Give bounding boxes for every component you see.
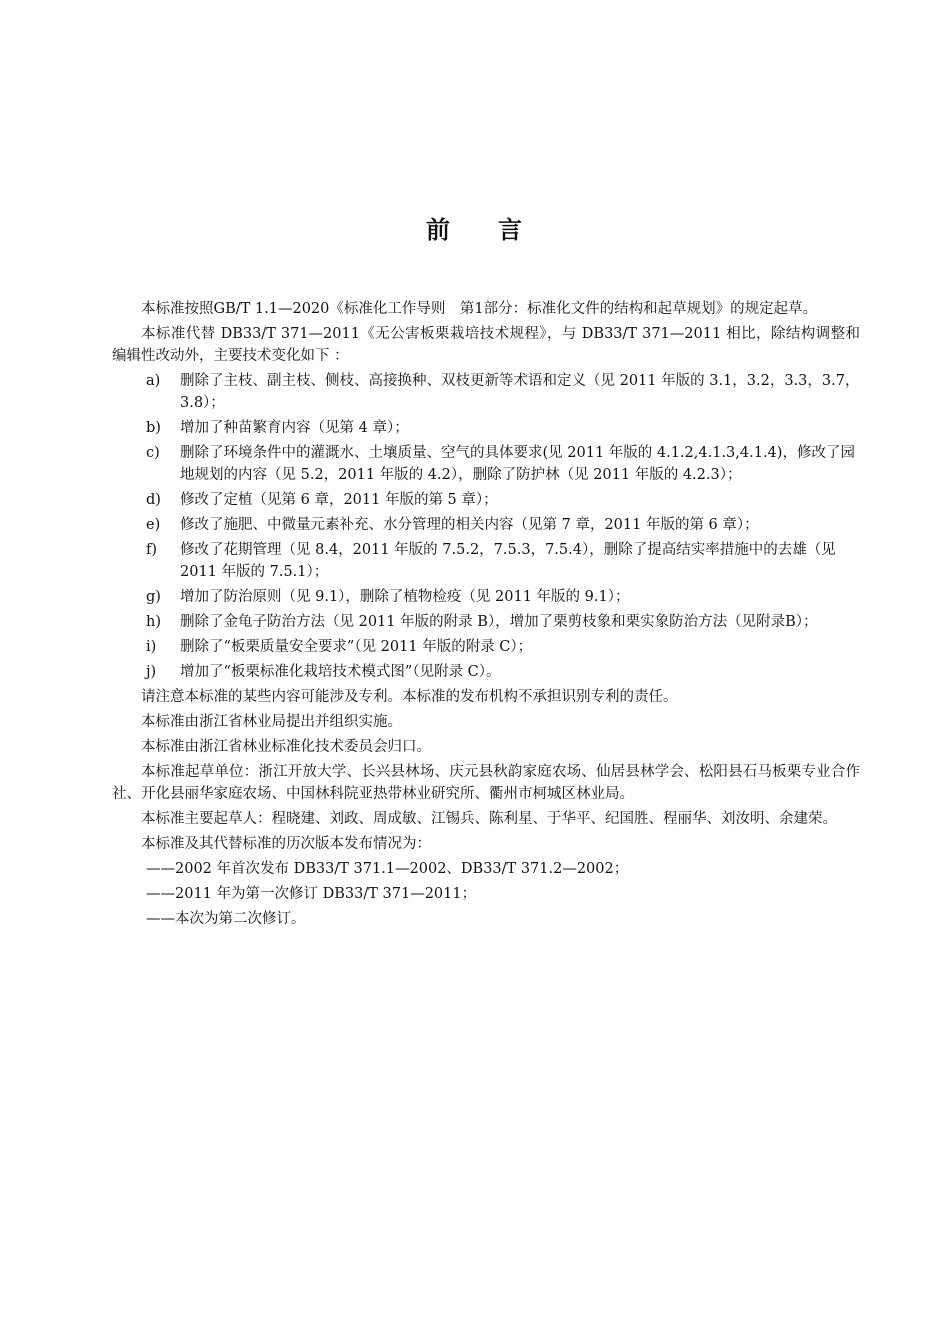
change-text: 删除了“板栗质量安全要求”（见 2011 年版的附录 C）； (180, 639, 533, 655)
change-item-h (112, 611, 860, 633)
change-label: j) (146, 664, 157, 680)
page-title (0, 210, 950, 245)
drafters: 本标准主要起草人：程晓建、刘政、周成敏、江锡兵、陈利星、于华平、纪国胜、程丽华、刘汝明、余建荣。 (141, 811, 837, 827)
history-item: ——本次为第二次修订。 (146, 911, 306, 927)
change-item-j (112, 661, 860, 683)
proposer-statement: 本标准由浙江省林业局提出并组织实施。 (141, 714, 402, 730)
change-label: a) (146, 373, 161, 389)
change-label: g) (146, 589, 161, 605)
change-text: 删除了金龟子防治方法（见 2011 年版的附录 B），增加了栗剪枝象和栗实象防治方法（见附录B）； (180, 614, 818, 630)
change-item-c (112, 442, 860, 486)
change-label: c) (146, 445, 160, 461)
change-item-g (112, 586, 860, 608)
replacement-paragraph: 本标准代替 DB33/T 371—2011《无公害板栗栽培技术规程》，与 DB33/T 371—2011 相比，除结构调整和编辑性改动外，主要技术变化如下 ： (112, 326, 860, 364)
title-char-1: 前 (426, 216, 452, 244)
change-label: d) (146, 492, 161, 508)
history-item: ——2011 年为第一次修订 DB33/T 371—2011； (146, 886, 477, 902)
history-item: ——2002 年首次发布 DB33/T 371.1—2002、DB33/T 371.2—2002； (146, 861, 629, 877)
change-text: 修改了定植（见第 6 章，2011 年版的第 5 章）； (180, 492, 498, 508)
change-label: h) (146, 614, 161, 630)
patent-notice: 请注意本标准的某些内容可能涉及专利。本标准的发布机构不承担识别专利的责任。 (141, 689, 678, 705)
change-label: e) (146, 517, 161, 533)
committee-statement: 本标准由浙江省林业标准化技术委员会归口。 (141, 739, 431, 755)
title-char-2: 言 (498, 216, 524, 244)
foreword-body (112, 298, 860, 933)
change-item-b (112, 417, 860, 439)
change-text: 修改了花期管理（见 8.4，2011 年版的 7.5.2，7.5.3，7.5.4），删除了提高结实率措施中的去雄（见 2011 年版的 7.5.1）； (180, 542, 836, 580)
change-label: i) (146, 639, 157, 655)
change-label: f) (146, 542, 158, 558)
change-item-d (112, 489, 860, 511)
drafting-rule-paragraph: 本标准按照GB/T 1.1—2020《标准化工作导则 第1部分：标准化文件的结构和起草规划》的规定起草。 (141, 301, 818, 317)
change-item-i (112, 636, 860, 658)
change-text: 增加了种苗繁育内容（见第 4 章）； (180, 420, 409, 436)
change-text: 增加了防治原则（见 9.1），删除了植物检疫（见 2011 年版的 9.1）； (180, 589, 630, 605)
change-text: 删除了主枝、副主枝、侧枝、高接换种、双枝更新等术语和定义（见 2011 年版的 3.1，3.2，3.3，3.7，3.8）； (180, 373, 860, 411)
change-text: 修改了施肥、中微量元素补充、水分管理的相关内容（见第 7 章，2011 年版的第 6 章）； (180, 517, 759, 533)
change-item-a (112, 370, 860, 414)
change-item-e (112, 514, 860, 536)
history-intro: 本标准及其代替标准的历次版本发布情况为： (141, 836, 431, 852)
change-label: b) (146, 420, 161, 436)
change-text: 删除了环境条件中的灌溉水、土壤质量、空气的具体要求(见 2011 年版的 4.1.2,4.1.3,4.1.4)，修改了园地规划的内容（见 5.2，2011 年版的 4.2），删除了防护林（见 2011 年版的 4.2.3）； (180, 445, 855, 483)
drafting-units: 本标准起草单位：浙江开放大学、长兴县林场、庆元县秋韵家庭农场、仙居县林学会、松阳县石马板栗专业合作社、开化县丽华家庭农场、中国林科院亚热带林业研究所、衢州市柯城区林业局。 (112, 764, 860, 802)
change-item-f (112, 539, 860, 583)
change-text: 增加了“板栗标准化栽培技术模式图”（见附录 C）。 (180, 664, 501, 680)
